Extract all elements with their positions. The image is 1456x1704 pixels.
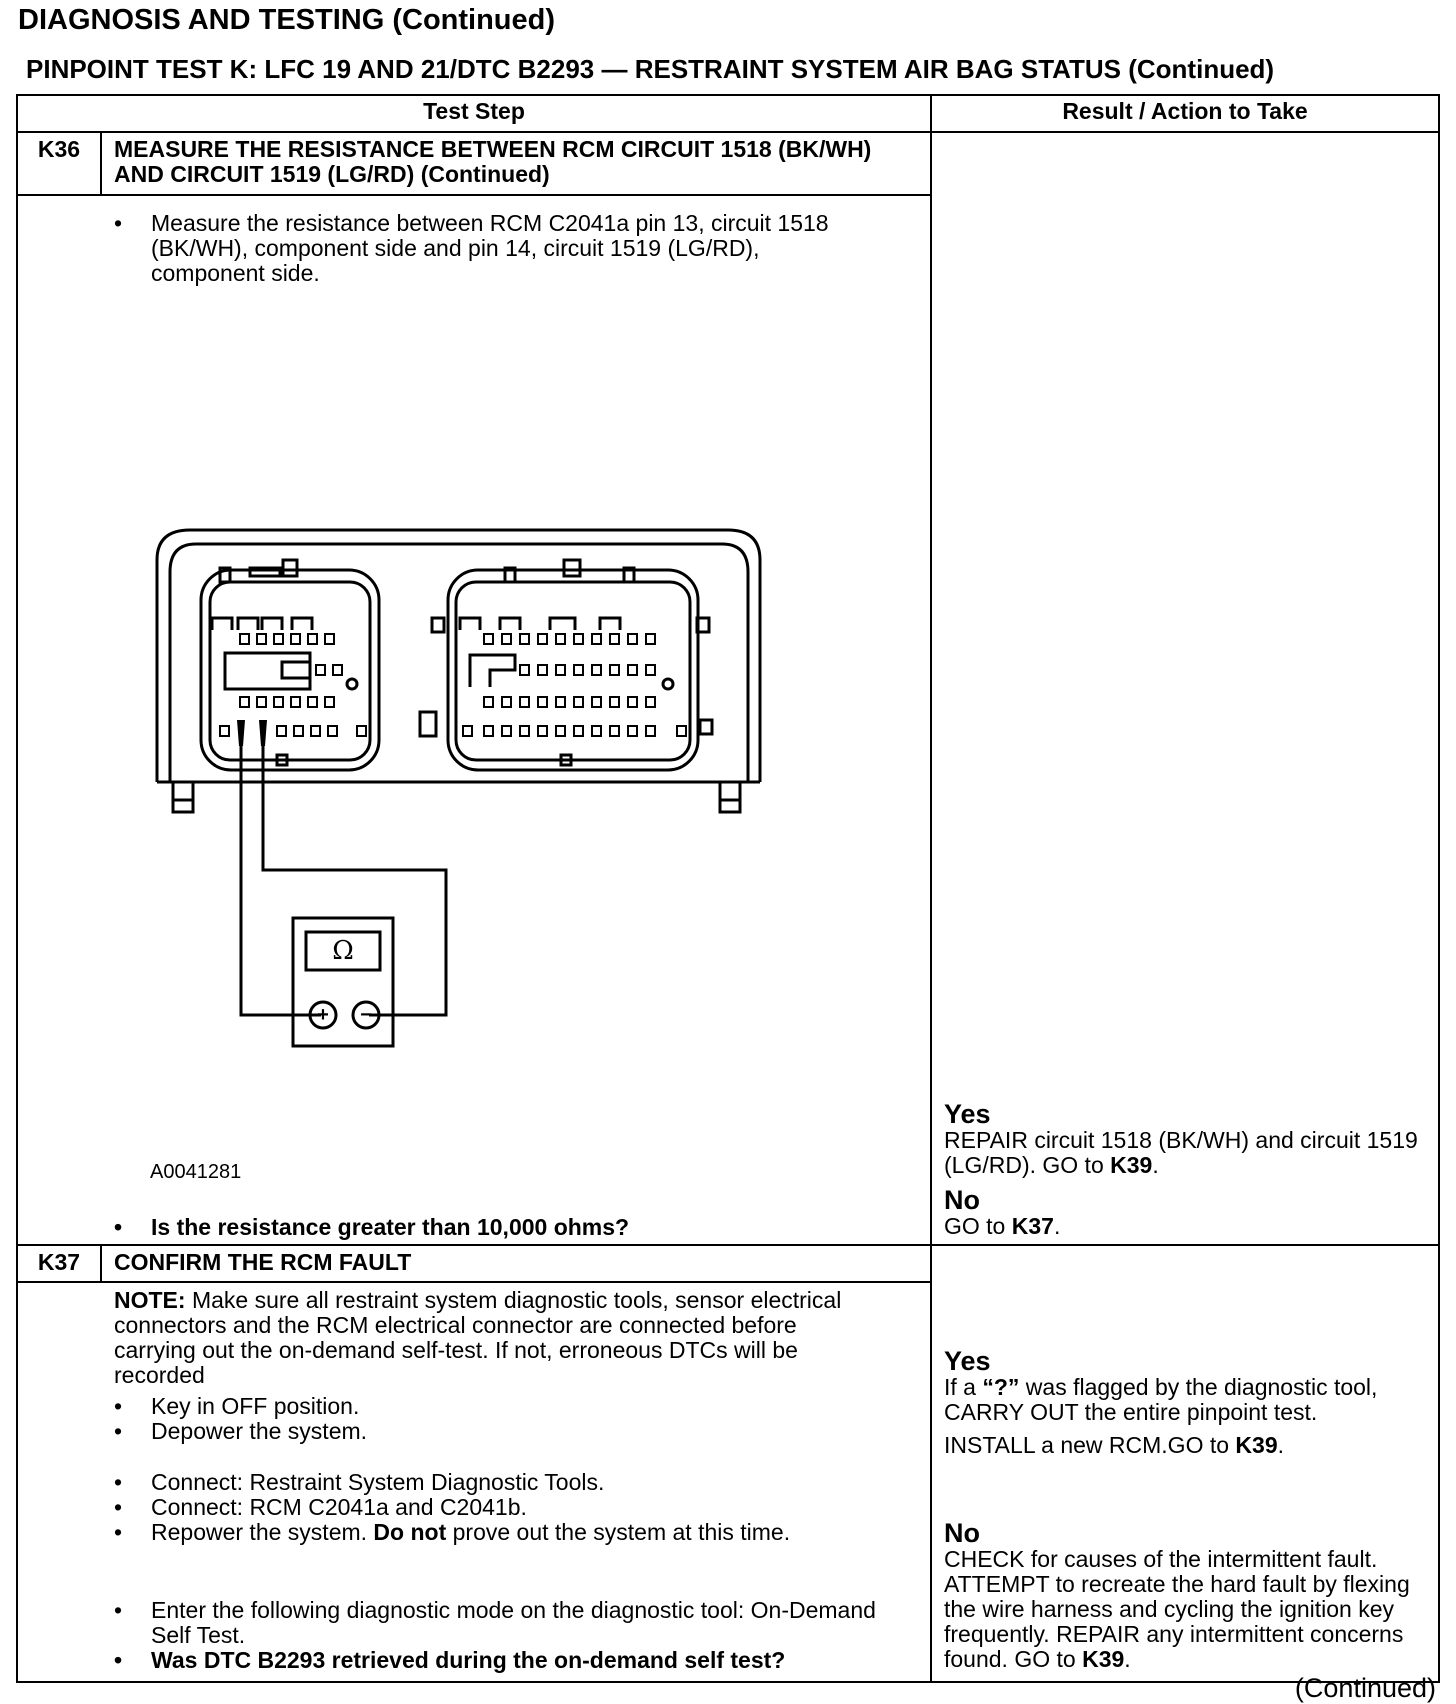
k37-yes-goto-link[interactable]: K39: [1235, 1432, 1278, 1458]
column-header-test-step: Test Step: [423, 98, 525, 124]
table-right-border: [1438, 94, 1440, 1683]
k37-yes-text-a: If a: [944, 1374, 983, 1400]
k36-yes-action: [944, 1128, 1434, 1178]
step-title-k36: MEASURE THE RESISTANCE BETWEEN RCM CIRCUIT 1518 (BK/WH) AND CIRCUIT 1519 (LG/RD) (Continued): [114, 136, 872, 187]
note-text: Make sure all restraint system diagnostic tools, sensor electrical connectors and the RCM electrical connector are connected before carrying out the on-demand self-test. If not, erroneous DTCs will be recorded: [114, 1287, 842, 1388]
k36-measure-bullet: • Measure the resistance between RCM C2041a pin 13, circuit 1518 (BK/WH), component side and pin 14, circuit 1519 (LG/RD), component side.: [114, 211, 874, 286]
k36-yes-goto-link[interactable]: K39: [1110, 1152, 1153, 1178]
k37-no-action: [944, 1547, 1438, 1672]
page-title: DIAGNOSIS AND TESTING (Continued): [18, 4, 556, 36]
k36-no-action: [944, 1214, 1434, 1239]
k37-steps-group-1: [114, 1394, 914, 1444]
k36-id-divider: [100, 131, 102, 195]
table-bottom-border: [16, 1681, 1440, 1683]
k37-steps-group-3: [114, 1598, 914, 1673]
k36-no-label: No: [944, 1185, 980, 1215]
k37-no-goto-link[interactable]: K39: [1082, 1646, 1125, 1672]
note-label: NOTE:: [114, 1287, 186, 1313]
k37-step-depower: • Depower the system.: [114, 1419, 914, 1444]
k37-no-label: No: [944, 1518, 980, 1548]
rcm-connector-diagram: [150, 520, 770, 1050]
k37-yes-period: .: [1277, 1432, 1285, 1458]
k36-k37-row-divider: [16, 1244, 1440, 1246]
k37-step-key-off: • Key in OFF position.: [114, 1394, 914, 1419]
k36-yes-period: .: [1152, 1152, 1159, 1178]
k37-question: • Was DTC B2293 retrieved during the on-demand self test?: [114, 1648, 914, 1673]
step-id-k37: K37: [37, 1249, 81, 1275]
k36-result: [944, 1100, 1434, 1239]
k37-yes-install: [944, 1433, 1434, 1458]
k37-id-divider: [100, 1244, 102, 1282]
k37-yes-result: [944, 1347, 1434, 1458]
figure-id: A0041281: [150, 1161, 242, 1183]
k37-yes-text-b: was flagged by the diagnostic tool, CARRY OUT the entire pinpoint test.: [944, 1374, 1378, 1425]
k37-step-repower: [114, 1520, 914, 1545]
column-header-result: Result / Action to Take: [1062, 98, 1308, 124]
k37-title-underline: [16, 1281, 931, 1283]
k37-yes-install-text: INSTALL a new RCM.GO to: [944, 1432, 1236, 1458]
k37-no-result: [944, 1519, 1438, 1672]
k36-no-period: .: [1053, 1213, 1061, 1239]
k36-no-goto-link[interactable]: K37: [1011, 1213, 1054, 1239]
k37-step-self-test: • Enter the following diagnostic mode on the diagnostic tool: On-Demand Self Test.: [114, 1598, 914, 1648]
header-row-divider: [16, 131, 1440, 133]
continued-footer: (Continued): [1294, 1673, 1436, 1703]
k36-instructions: [114, 211, 874, 286]
k37-yes-question-mark: “?”: [982, 1374, 1020, 1400]
k36-no-text: GO to: [944, 1213, 1012, 1239]
k37-note: [114, 1288, 864, 1388]
meter-plus-terminal-label: +: [317, 1004, 329, 1026]
k37-do-not: Do not: [373, 1519, 447, 1545]
table-top-border: [16, 94, 1440, 96]
k36-question-list: [114, 1215, 914, 1240]
k37-step-connect-tools: • Connect: Restraint System Diagnostic Tools.: [114, 1470, 914, 1495]
k36-yes-text: REPAIR circuit 1518 (BK/WH) and circuit 1519 (LG/RD). GO to: [944, 1127, 1418, 1178]
k37-repower-text: Repower the system.: [151, 1519, 374, 1545]
k36-title-underline: [16, 194, 931, 196]
step-title-k37: CONFIRM THE RCM FAULT: [114, 1249, 412, 1275]
pinpoint-test-title: PINPOINT TEST K: LFC 19 AND 21/DTC B2293 — RESTRAINT SYSTEM AIR BAG STATUS (Continued): [26, 54, 1275, 84]
k37-yes-label: Yes: [944, 1346, 991, 1376]
k36-yes-label: Yes: [944, 1099, 991, 1129]
k37-no-text: CHECK for causes of the intermittent fault. ATTEMPT to recreate the hard fault by flexing the wire harness and cycling the ignition key frequently. REPAIR any intermittent concerns found. GO to: [944, 1546, 1410, 1672]
column-divider: [930, 94, 932, 1683]
k37-yes-flag-text: [944, 1375, 1434, 1425]
table-left-border: [16, 94, 18, 1683]
k37-step-connect-rcm: • Connect: RCM C2041a and C2041b.: [114, 1495, 914, 1520]
k36-question: • Is the resistance greater than 10,000 ohms?: [114, 1215, 914, 1240]
k37-steps-group-2: [114, 1470, 914, 1545]
ohm-symbol: Ω: [332, 936, 354, 966]
k37-no-period: .: [1124, 1646, 1131, 1672]
meter-minus-terminal-label: −: [360, 1004, 372, 1026]
step-id-k36: K36: [37, 136, 81, 162]
k37-repower-text-end: prove out the system at this time.: [446, 1519, 791, 1545]
